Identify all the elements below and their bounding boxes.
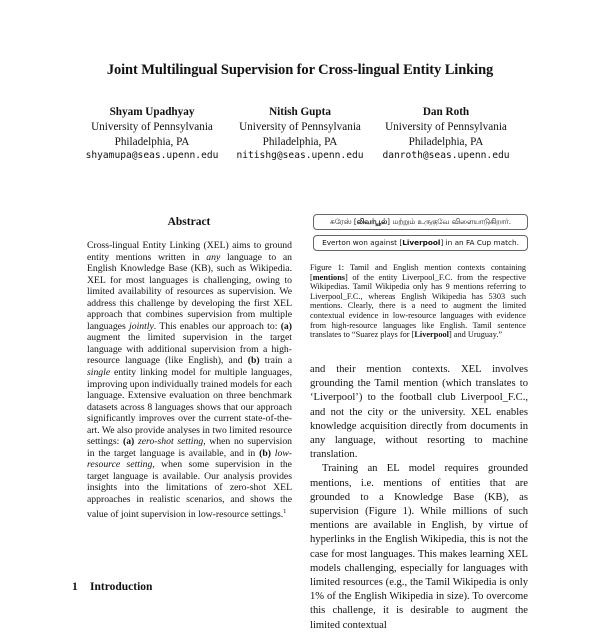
author-email[interactable]: danroth@seas.upenn.edu <box>382 150 510 162</box>
section-number: 1 <box>72 581 78 593</box>
caption-text: Figure 1: Tamil and English mention contexts containing [ <box>310 263 526 282</box>
context-mention: Liverpool <box>402 238 441 247</box>
author-name: Dan Roth <box>422 106 470 118</box>
abstract-body <box>87 240 292 520</box>
abstract-text: Cross-lingual Entity Linking (XEL) aims to ground entity mentions written in <box>87 240 292 263</box>
section-heading-introduction <box>72 581 152 593</box>
body-paragraph: Training an EL model requires grounded mentions, i.e. mentions of entities that are grounded to a Knowledge Base (KB), as supervision (Figure 1). While millions of such mentions are available in English, by virtue of hyperlinks in the English Wikipedia, this is not the case for most languages. This makes learning XEL models challenging, especially for languages with limited resources (e.g., the Tamil Wikipedia is only 1% of the English Wikipedia in size). To overcome this challenge, it is desirable to augment the limited contextual <box>310 463 528 631</box>
paper-title: Joint Multilingual Supervision for Cross-lingual Entity Linking <box>106 62 494 78</box>
abstract-text: . This enables our approach to: <box>153 320 281 332</box>
english-context-box <box>313 235 528 251</box>
abstract-label: (b) <box>247 355 260 367</box>
section-title: Introduction <box>90 581 153 593</box>
caption-text: ] of the entity Liverpool_F.C. from the respective Wikipedias. Tamil Wikipedia only has 9 mentions referring to Liverpool_F.C., whereas English Wikipedia has 5303 such mentions. Clearly, there is a need to augment the limited contextual evidence in low-resource languages with evidence from high-resource languages like English. Tamil sentence translates to “Suarez plays for [ <box>310 272 526 340</box>
footnote-mark[interactable]: 1 <box>283 507 287 515</box>
abstract-emphasis: any <box>206 251 221 263</box>
abstract-label: (a) <box>122 436 135 448</box>
author-affiliation: University of Pennsylvania <box>91 120 213 133</box>
author-affiliation: University of Pennsylvania <box>385 120 507 133</box>
author-email[interactable]: shyamupa@seas.upenn.edu <box>85 150 219 162</box>
author-block <box>356 105 536 164</box>
caption-bold: Liverpool <box>414 330 449 340</box>
body-paragraph: and their mention contexts. XEL involves grounding the Tamil mention (which translates to ‘Liverpool’) to the football club Liverpool_F.C., and not the city or the university. XEL enables knowledge acquisition directly from documents in any language, without resorting to machine translation. <box>310 364 528 461</box>
tamil-context-box <box>313 214 528 230</box>
abstract-paragraph <box>87 240 292 520</box>
abstract-emphasis: jointly <box>129 320 154 332</box>
context-text: Everton won against [ <box>322 238 403 247</box>
abstract-text: augment the limited supervision in the target language with additional supervision from a high-resource language (like English), and <box>87 332 292 367</box>
abstract-text: entity linking model for multiple languages, improving upon individually trained models for each language. Extensive evaluation on three benchmark datasets across 8 languages shows that our approach significantly improves over the current state-of-the-art. We also provide analyses in two limited resource settings: <box>87 367 293 448</box>
abstract-heading: Abstract <box>167 216 211 228</box>
abstract-emphasis: low-resource setting <box>87 447 293 471</box>
author-location: Philadelphia, PA <box>408 135 484 148</box>
author-affiliation: University of Pennsylvania <box>239 120 361 133</box>
body-text <box>310 363 528 633</box>
abstract-text: train a <box>259 355 292 367</box>
author-name: Nitish Gupta <box>269 106 331 118</box>
author-name: Shyam Upadhyay <box>109 106 195 118</box>
abstract-text: , when some supervision in the target language is available. Our analysis provides insights into the limitations of zero-shot XEL approaches in realistic scenarios, and shows the value of joint supervision in low-resource settings. <box>87 459 292 520</box>
abstract-emphasis: single <box>87 367 111 379</box>
caption-bold: mentions <box>312 272 346 282</box>
context-mention: லிவர்பூல் <box>356 217 388 226</box>
abstract-label: (b) <box>259 447 271 459</box>
figure-caption <box>310 263 526 340</box>
caption-text: ] and Uruguay.” <box>448 330 503 340</box>
abstract-text: , when no supervision in the target language is available, and in <box>87 436 293 459</box>
author-location: Philadelphia, PA <box>114 135 190 148</box>
author-email[interactable]: nitishg@seas.upenn.edu <box>236 150 364 162</box>
abstract-text: language to an English Knowledge Base (KB), such as Wikipedia. XEL for most languages is challenging, owing to limited availability of resources as supervision. We address this challenge by developing the first XEL approach that combines supervision from multiple languages <box>87 251 292 332</box>
abstract-label: (a) <box>280 320 292 332</box>
author-location: Philadelphia, PA <box>262 135 338 148</box>
context-text: ] in an FA Cup match. <box>440 238 519 247</box>
abstract-emphasis: zero-shot setting <box>137 436 204 448</box>
context-text: ] மற்றும் உருகுவே விளையாடுகிறார். <box>387 217 512 226</box>
context-text: சுரேஸ் [ <box>329 217 357 226</box>
